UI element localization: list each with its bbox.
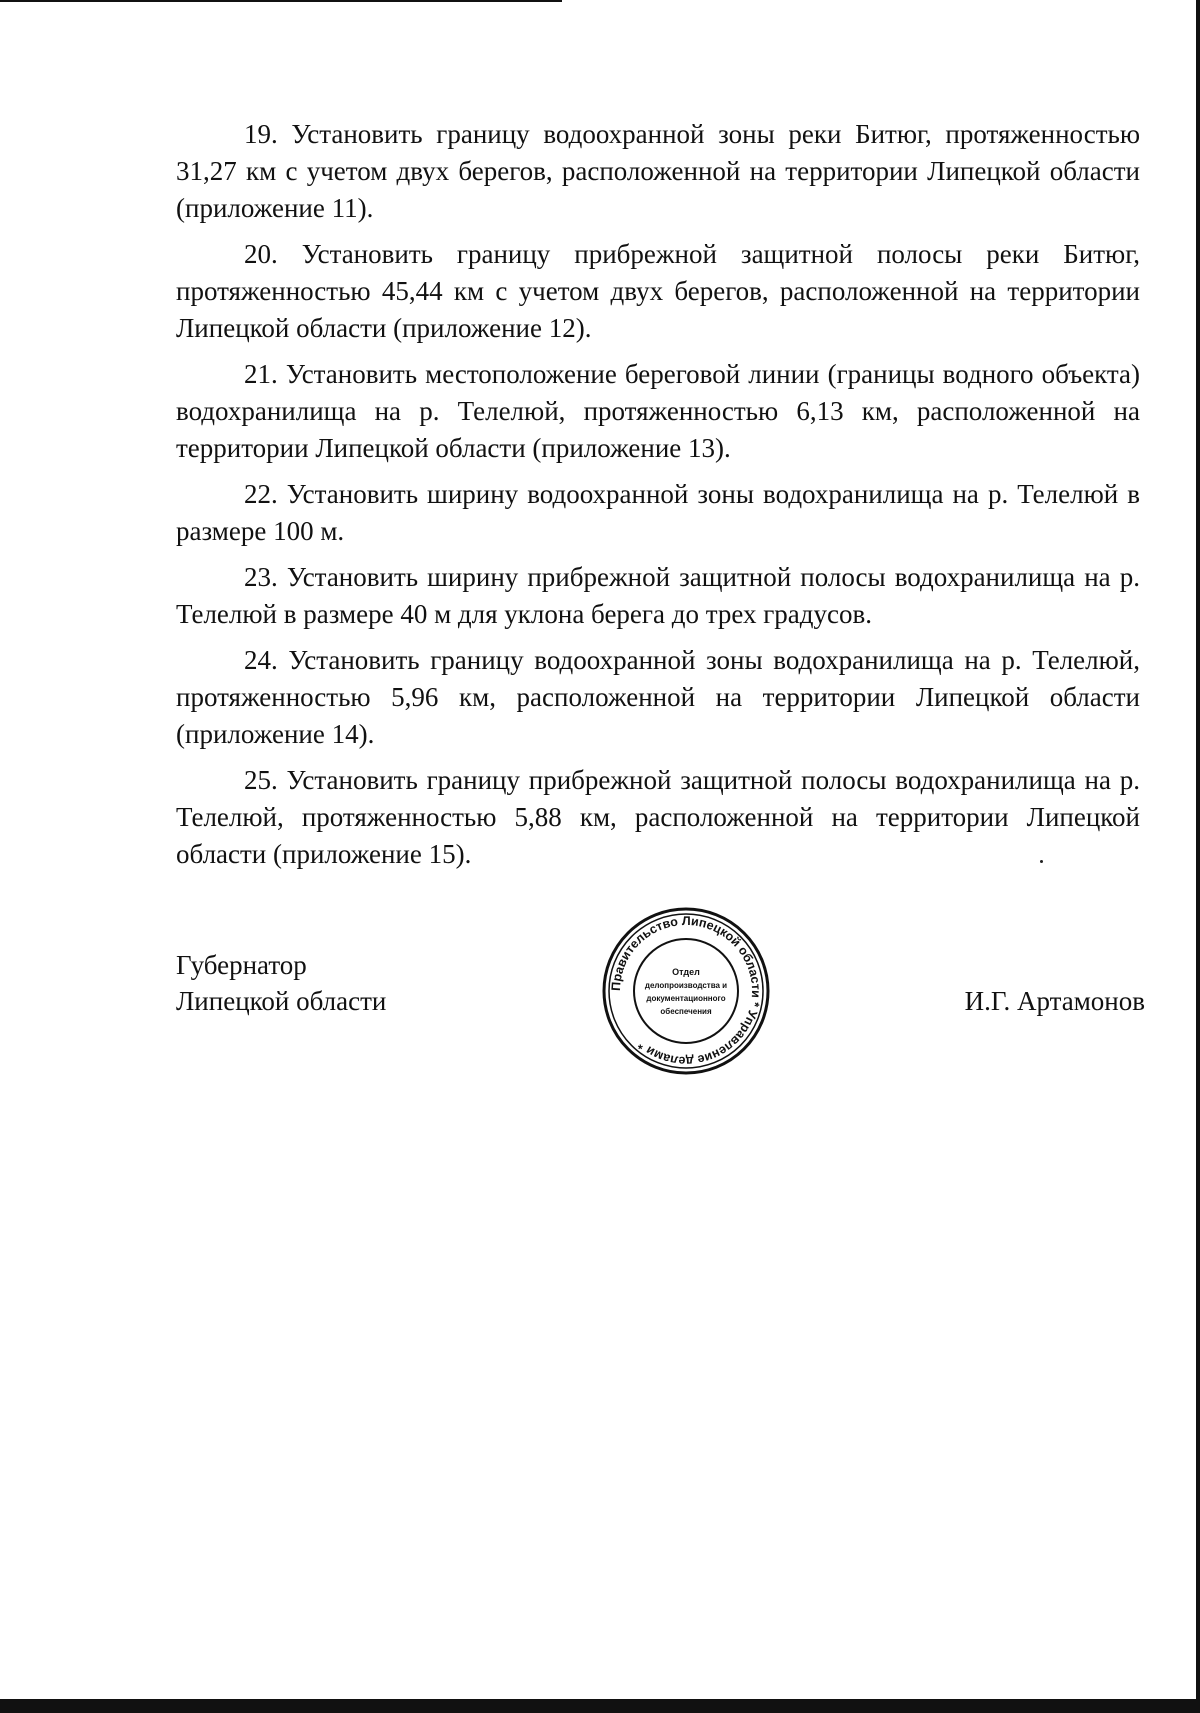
paragraph-23: 23. Установить ширину прибрежной защитной полосы водохранилища на р. Телелюй в размере 40 м для уклона берега до трех градусов. bbox=[176, 562, 1140, 629]
right-scan-edge bbox=[1196, 0, 1200, 1713]
stray-dot bbox=[1040, 860, 1043, 863]
official-seal bbox=[600, 905, 772, 1077]
seal-center-line-2: делопроизводства и bbox=[644, 981, 728, 990]
paragraph-22: 22. Установить ширину водоохранной зоны водохранилища на р. Телелюй в размере 100 м. bbox=[176, 479, 1140, 546]
signatory-title-line2: Липецкой области bbox=[176, 986, 387, 1016]
paragraph-25: 25. Установить границу прибрежной защитной полосы водохранилища на р. Телелюй, протяженностью 5,88 км, расположенной на территории Липецкой области (приложение 15). bbox=[176, 765, 1140, 869]
paragraph-24: 24. Установить границу водоохранной зоны водохранилища на р. Телелюй, протяженностью 5,96 км, расположенной на территории Липецкой области (приложение 14). bbox=[176, 645, 1140, 749]
seal-outer-ring bbox=[604, 909, 768, 1073]
paragraph-21: 21. Установить местоположение береговой линии (границы водного объекта) водохранилища на р. Телелюй, протяженностью 6,13 км, расположенной на территории Липецкой области (приложение 13). bbox=[176, 359, 1140, 463]
seal-center-line-1: Отдел bbox=[672, 967, 700, 977]
seal-center-line-4: обеспечения bbox=[660, 1007, 712, 1016]
signatory-title-line1: Губернатор bbox=[176, 950, 307, 980]
signatory-title bbox=[176, 947, 386, 1019]
paragraph-20: 20. Установить границу прибрежной защитной полосы реки Битюг, протяженностью 45,44 км с учетом двух берегов, расположенной на территории Липецкой области (приложение 12). bbox=[176, 239, 1140, 343]
bottom-scan-edge bbox=[0, 1699, 1200, 1713]
paragraph-19: 19. Установить границу водоохранной зоны реки Битюг, протяженностью 31,27 км с учетом двух берегов, расположенной на территории Липецкой области (приложение 11). bbox=[176, 119, 1140, 223]
seal-outer-text: Правительство Липецкой области * Управление делами * bbox=[608, 913, 764, 1069]
seal-inner-ring bbox=[634, 939, 738, 1043]
document-body bbox=[176, 116, 1140, 882]
signatory-name: И.Г. Артамонов bbox=[964, 986, 1145, 1016]
seal-center-line-3: документационного bbox=[646, 994, 726, 1003]
top-border-line bbox=[0, 0, 562, 2]
